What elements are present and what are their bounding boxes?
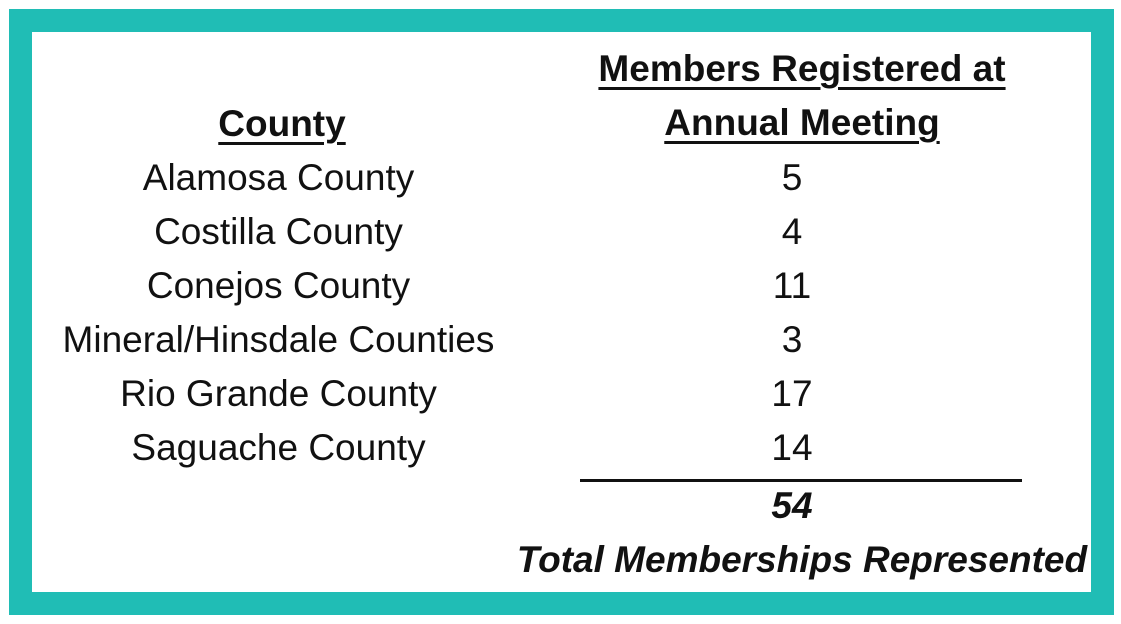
table-row bbox=[32, 367, 1091, 421]
county-name: Alamosa County bbox=[142, 157, 415, 198]
county-name: Saguache County bbox=[131, 427, 426, 468]
county-column-header: County bbox=[218, 103, 346, 144]
members-column-header bbox=[562, 42, 1042, 150]
members-count: 5 bbox=[781, 157, 803, 198]
table-row bbox=[32, 151, 1091, 205]
members-count: 14 bbox=[771, 427, 813, 468]
members-header-line-1: Members Registered at bbox=[598, 48, 1006, 89]
members-count: 17 bbox=[771, 373, 813, 414]
membership-table bbox=[32, 32, 1091, 592]
members-header-line-2: Annual Meeting bbox=[664, 102, 940, 143]
table-row bbox=[32, 259, 1091, 313]
county-name: Mineral/Hinsdale Counties bbox=[62, 319, 495, 360]
table-row bbox=[32, 313, 1091, 367]
table-row bbox=[32, 205, 1091, 259]
members-count: 3 bbox=[781, 319, 803, 360]
total-value: 54 bbox=[771, 485, 813, 526]
county-name: Costilla County bbox=[154, 211, 403, 252]
county-name: Rio Grande County bbox=[120, 373, 437, 414]
members-count: 11 bbox=[772, 265, 812, 306]
members-count: 4 bbox=[781, 211, 803, 252]
county-name: Conejos County bbox=[146, 265, 411, 306]
teal-border-frame bbox=[9, 9, 1114, 615]
table-row bbox=[32, 421, 1091, 475]
total-label: Total Memberships Represented bbox=[516, 539, 1088, 580]
